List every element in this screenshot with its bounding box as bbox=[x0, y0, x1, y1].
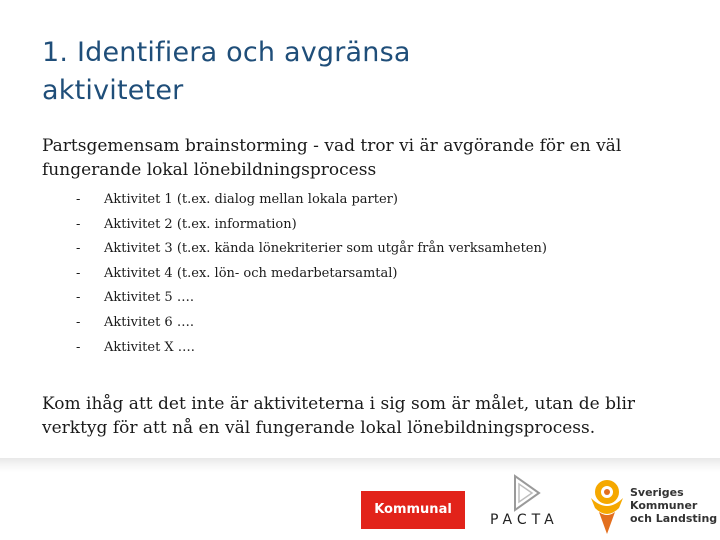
title-line-1: 1. Identifiera och avgränsa bbox=[42, 37, 411, 68]
skl-figure-icon bbox=[585, 478, 629, 536]
dash-marker: - bbox=[76, 265, 81, 281]
outro-line-1: Kom ihåg att det inte är aktiviteterna i sig som är målet, utan de blir bbox=[42, 394, 636, 414]
pacta-logo-text: PACTA bbox=[490, 512, 559, 528]
dash-marker: - bbox=[76, 339, 81, 355]
dash-marker: - bbox=[76, 216, 81, 232]
dash-marker: - bbox=[76, 192, 81, 207]
intro-line-2: fungerande lokal lönebildningsprocess bbox=[42, 160, 377, 180]
slide-title bbox=[42, 34, 682, 110]
activity-list bbox=[76, 188, 547, 360]
list-item bbox=[76, 213, 547, 238]
list-item-label: Aktivitet 1 (t.ex. dialog mellan lokala parter) bbox=[104, 192, 398, 207]
list-item-label: Aktivitet 2 (t.ex. information) bbox=[104, 216, 297, 232]
kommunal-logo bbox=[361, 491, 465, 529]
closing-paragraph bbox=[42, 392, 682, 440]
list-item bbox=[76, 311, 547, 336]
list-item-label: Aktivitet 3 (t.ex. kända lönekriterier som utgår från verksamheten) bbox=[104, 241, 547, 257]
skl-line-1: Sveriges bbox=[630, 486, 684, 499]
dash-marker: - bbox=[76, 241, 81, 257]
skl-line-2: Kommuner bbox=[630, 499, 698, 512]
intro-paragraph bbox=[42, 134, 682, 182]
list-item-label: Aktivitet 5 …. bbox=[104, 290, 194, 306]
list-item-label: Aktivitet 4 (t.ex. lön- och medarbetarsamtal) bbox=[104, 265, 398, 281]
skl-logo-text bbox=[630, 486, 717, 525]
list-item bbox=[76, 188, 547, 213]
list-item bbox=[76, 336, 547, 361]
dash-marker: - bbox=[76, 314, 81, 330]
kommunal-logo-text: Kommunal bbox=[374, 502, 452, 517]
list-item-label: Aktivitet X …. bbox=[104, 339, 195, 355]
skl-line-3: och Landsting bbox=[630, 512, 718, 525]
list-item bbox=[76, 286, 547, 311]
list-item bbox=[76, 237, 547, 262]
list-item-label: Aktivitet 6 …. bbox=[104, 314, 194, 330]
list-item bbox=[76, 262, 547, 287]
outro-line-2: verktyg för att nå en väl fungerande lokal lönebildningsprocess. bbox=[42, 418, 596, 438]
title-line-2: aktiviteter bbox=[42, 75, 184, 106]
dash-marker: - bbox=[76, 290, 81, 306]
intro-line-1: Partsgemensam brainstorming - vad tror vi är avgörande för en väl bbox=[42, 136, 622, 156]
pacta-mark-icon bbox=[505, 474, 545, 514]
